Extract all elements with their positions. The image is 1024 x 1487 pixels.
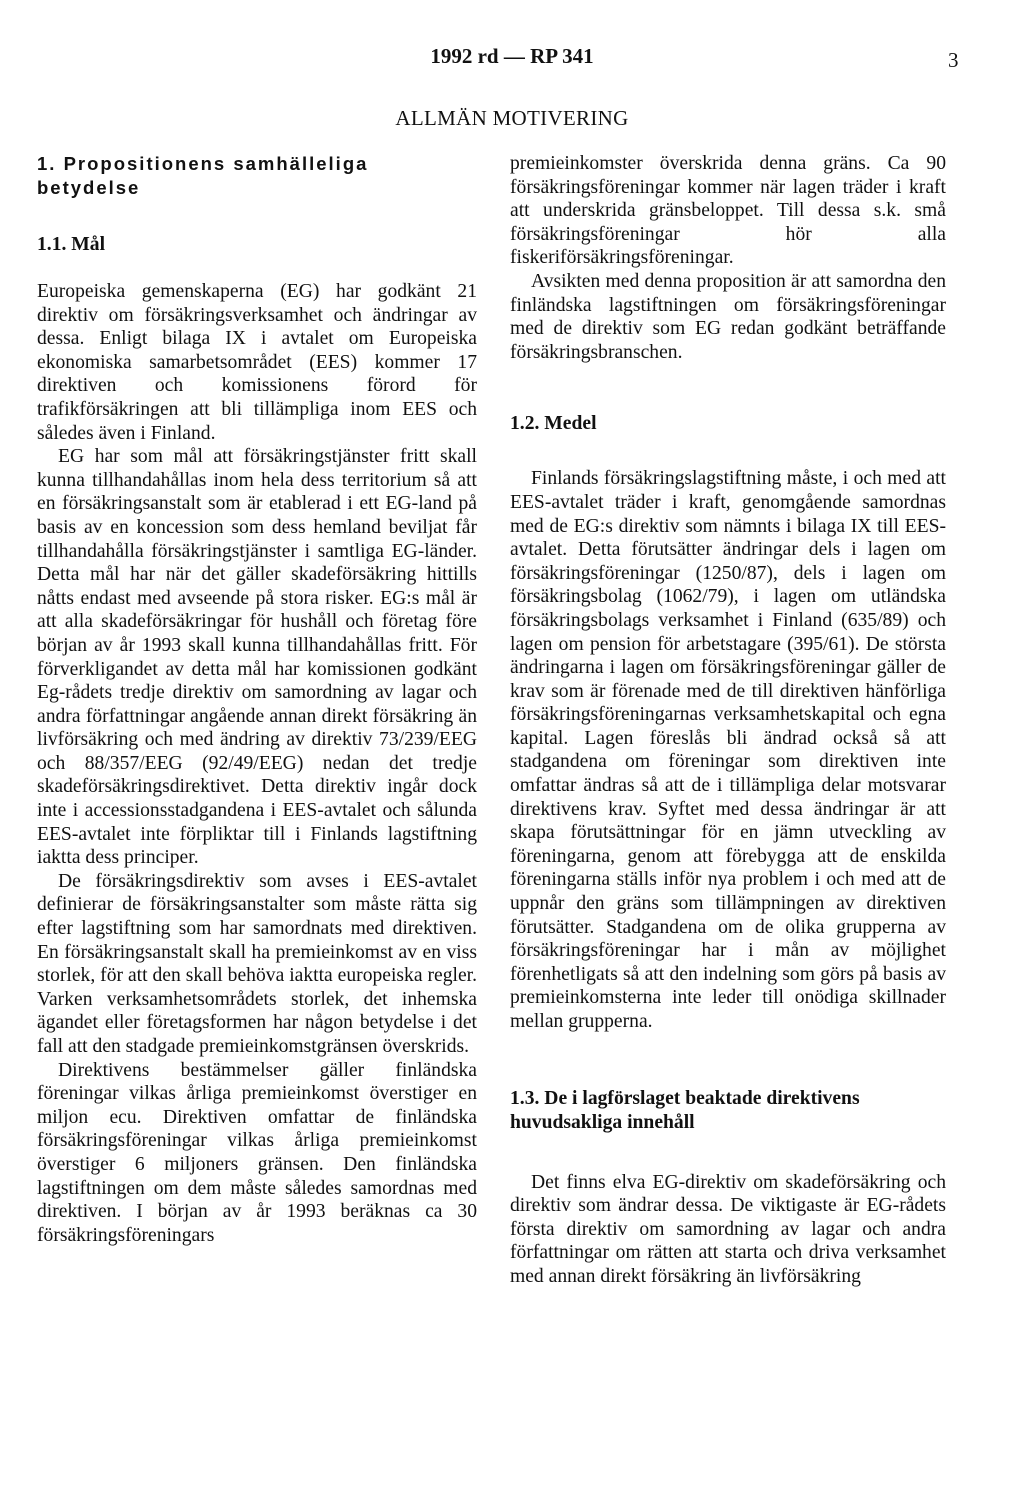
paragraph: Direktivens bestämmelser gäller finländska föreningar vilkas årliga premieinkomst överstiger en miljon ecu. Direktiven omfattar de finländska försäkringsföreningar vilkas årliga premieinkomst överstiger 6 miljoners gränsen. Den finländska lagstiftningen om dem måste således samordnas med direktiven. I början av år 1993 beräknas ca 30 försäkringsföreningars xyxy=(37,1059,477,1246)
running-head: 1992 rd — RP 341 xyxy=(430,44,594,68)
heading-medel: 1.2. Medel xyxy=(510,413,597,435)
paragraph: Avsikten med denna proposition är att samordna den finländska lagstiftningen om försäkringsföreningar med de direktiv som EG redan godkänt beträffande försäkringsbranschen. xyxy=(510,270,946,363)
heading-mal: 1.1. Mål xyxy=(37,234,106,255)
page-number: 3 xyxy=(948,48,959,72)
section-heading: ALLMÄN MOTIVERING xyxy=(395,106,629,130)
paragraph: EG har som mål att försäkringstjänster fritt skall kunna tillhandahållas inom hela dess territorium så att en försäkringsanstalt som är etablerad i ett EG-land på basis av en koncession som dess hemland beviljat får tillhandahålla försäkringstjänster i samtliga EG-länder. Detta mål har när det gäller skadeförsäkring hittills nåtts endast med avseende på stora risker. EG:s mål är att alla skadeförsäkringar för hushåll och företag före början av år 1993 skall kunna tillhandahållas fritt. För förverkligandet av detta mål har komissionen godkänt Eg-rådets tredje direktiv om samordning av lagar och andra författningar angående annan direkt försäkring än livförsäkring och med ändring av direktiv 73/239/EEG och 88/357/EEG (92/49/EEG) nedan det tredje skadeförsäkringsdirektivet. Detta direktiv ingår dock inte i accessionsstadgandena i EES-avtalet och sålunda EES-avtalet inte förpliktar till i Finlands lagstiftning iaktta dess principer. xyxy=(37,446,477,869)
paragraph: premieinkomster överskrida denna gräns. Ca 90 försäkringsföreningar kommer när lagen träder i kraft att underskrida gränsbeloppet. Till dessa s.k. små försäkringsföreningar hör alla fiskeriförsäkringsföreningar. xyxy=(510,153,946,269)
heading-direktivens-innehall: 1.3. De i lagförslaget beaktade direktivens huvudsakliga innehåll xyxy=(510,1087,860,1133)
right-column xyxy=(510,152,946,1289)
left-column xyxy=(37,152,477,1247)
paragraph: Det finns elva EG-direktiv om skadeförsäkring och direktiv som ändrar dessa. De viktigaste är EG-rådets första direktiv om samordning av lagar och andra författningar om rätten att starta och driva verksamhet med annan direkt försäkring än livförsäkring xyxy=(510,1171,946,1287)
paragraph: De försäkringsdirektiv som avses i EES-avtalet definierar de försäkringsanstalter som måste rätta sig efter lagstiftning som har samordnats med direktiven. En försäkringsanstalt skall ha premieinkomst av en viss storlek, för att den skall behöva iaktta europeiska regler. Varken verksamhetsområdets storlek, det inhemska ägandet eller företagsformen har någon betydelse i det fall att den stadgade premieinkomstgränsen överskrids. xyxy=(37,870,477,1057)
paragraph: Finlands försäkringslagstiftning måste, i och med att EES-avtalet träder i kraft, genomgående samordnas med de EG:s direktiv som nämnts i bilaga IX till EES-avtalet. Detta förutsätter ändringar dels i lagen om försäkringsföreningar (1250/87), dels i lagen om försäkringsbolag (1062/79), i lagen om utländska försäkringsbolags verksamhet i Finland (635/89) och lagen om pension för arbetstagare (395/61). De största ändringarna i lagen om försäkringsföreningar gäller de krav som är förenade med de till direktiven hänförliga försäkringsföreningarnas verksamhetskapital och egna kapital. Lagen föreslås bli ändrad också så att stadgandena om föreningar som direktiven inte omfattar ändras så att de i tillämpliga delar motsvarar direktivens krav. Syftet med dessa ändringar är att skapa förutsättningar för en jämn utveckling av föreningarna, genom att förebygga att de enskilda föreningarna ställs inför nya problem i och med att de uppnår den gräns som tillämpningen av direktiven förutsätter. Stadgandena om de olika grupperna av försäkringsföreningar har i mån av möjlighet förenhetligats så att den indelning som görs på basis av premieinkomsterna inte leder till onödiga skillnader mellan grupperna. xyxy=(510,468,946,1032)
heading-propositionens-betydelse: 1. Propositionens samhälleliga betydelse xyxy=(37,153,369,198)
paragraph: Europeiska gemenskaperna (EG) har godkänt 21 direktiv om försäkringsverksamhet och ändringar av dessa. Enligt bilaga IX i avtalet om Europeiska ekonomiska samarbetsområdet (EES) kommer 17 direktiven och komissionens förord för trafikförsäkringen att bli tillämpliga inom EES och således även i Finland. xyxy=(37,281,477,444)
